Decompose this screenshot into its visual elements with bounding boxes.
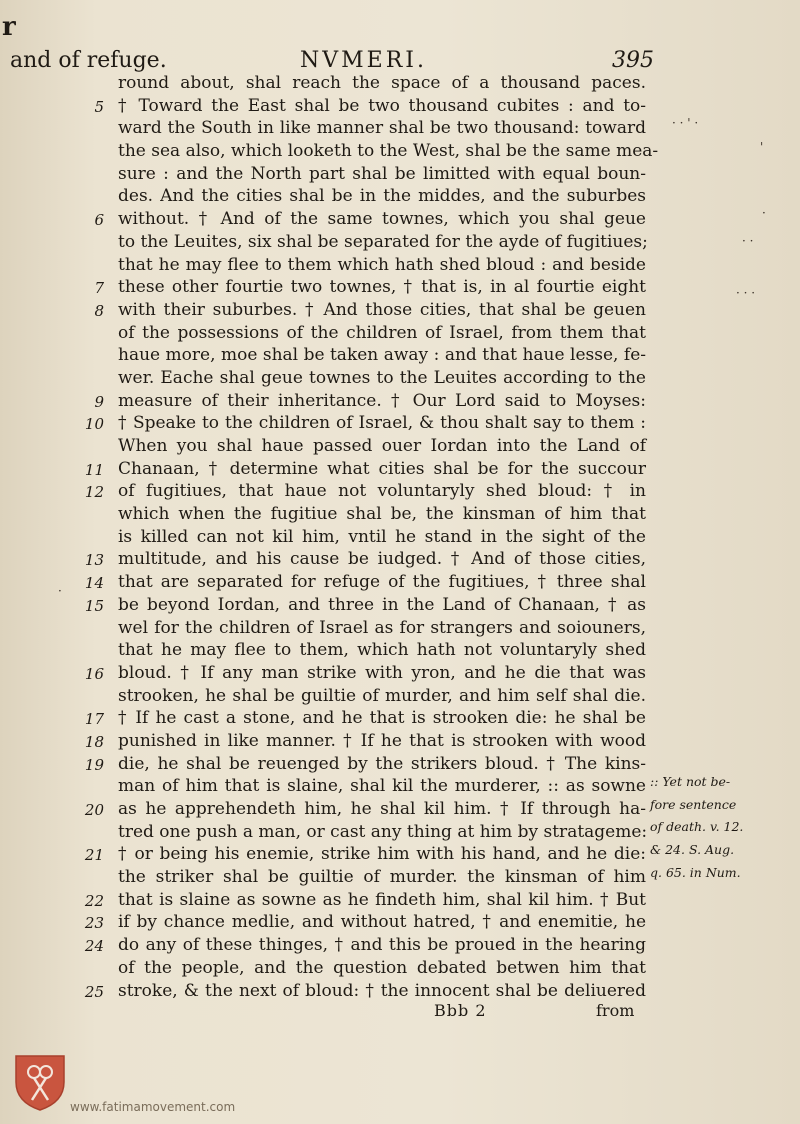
text-line [0,503,800,526]
line-text: punished in like manner. † If he that is strooken with wood [118,730,646,751]
verse-number: 10 [84,415,104,434]
verse-number: 21 [84,846,104,865]
margin-note-line: :: Yet not be- [650,774,731,789]
text-line [0,571,800,594]
margin-note-line: q. 65. in Num. [650,864,741,880]
line-text: these other fourtie two townes, † that is, in al fourtie eight [118,277,646,298]
text-line [0,95,800,118]
verse-number: 25 [84,982,104,1001]
shield-logo-icon [12,1052,68,1112]
verse-number: 7 [94,279,104,298]
line-text: the striker shal be guiltie of murder. the kinsman of him [118,867,646,888]
header-title: NVMERI. [300,48,427,73]
text-line [0,934,800,957]
verse-number: 23 [84,914,104,933]
line-text: without. † And of the same townes, which you shal geue [118,209,646,230]
margin-note-line: fore sentence [650,796,737,812]
text-line [0,208,800,231]
text-line [0,435,800,458]
line-text: if by chance medlie, and without hatred, † and enemitie, he [118,912,646,933]
verse-number: 24 [84,937,104,956]
line-text: that is slaine as sowne as he findeth him, shal kil him. † But [118,889,646,910]
verse-number: 5 [94,97,104,116]
bleed-mark: ' [760,140,764,154]
line-text: haue more, moe shal be taken away : and that haue lesse, fe- [118,345,646,366]
line-text: to the Leuites, six shal be separated for the ayde of fugitiues; [118,231,648,252]
edge-mark: r [2,12,16,42]
line-text: tred one push a man, or cast any thing at him by stratageme: [118,821,648,842]
text-line [0,344,800,367]
line-text: measure of their inheritance. † Our Lord said to Moyses: [118,390,646,411]
text-line [0,957,800,980]
margin-note [650,771,743,885]
verse-number: 14 [84,574,104,593]
line-text: that he may flee to them, which hath not voluntaryly shed [118,640,646,661]
line-text: sure : and the North part shal be limitted with equal boun- [118,163,646,184]
line-text: as he apprehendeth him, he shal kil him. † If through ha- [118,799,646,819]
text-line [0,390,800,413]
line-text: man of him that is slaine, shal kil the murderer, :: as sowne [118,776,646,797]
verse-number: 8 [94,301,104,320]
line-text: wel for the children of Israel as for strangers and soiouners, [118,617,646,638]
text-line [0,639,800,662]
text-line [0,412,800,435]
text-line [0,276,800,299]
signature-mark: Bbb 2 [434,1001,487,1020]
verse-number: 15 [84,596,104,615]
line-text: with their suburbes. † And those cities, that shal be geuen [118,299,646,320]
text-line [0,707,800,730]
line-text: that are separated for refuge of the fugitiues, † three shal [118,572,646,593]
bleed-mark: · [762,206,766,220]
verse-number: 9 [94,392,104,411]
text-line [0,617,800,640]
line-text: bloud. † If any man strike with yron, and he die that was [118,662,646,683]
text-line [0,911,800,934]
line-text: is killed can not kil him, vntil he stand in the sight of the [118,526,646,547]
text-line [0,140,800,163]
page-number: 395 [612,48,654,73]
text-line [0,685,800,708]
line-text: do any of these thinges, † and this be proued in the hearing [118,935,646,956]
line-text: which when the fugitiue shal be, the kinsman of him that [118,504,646,525]
text-line [0,889,800,912]
line-text: that he may flee to them which hath shed bloud : and beside [118,254,646,275]
verse-number: 6 [94,211,104,230]
verse-number: 12 [84,483,104,502]
text-line [0,322,800,345]
text-line [0,730,800,753]
text-line [0,367,800,390]
line-text: des. And the cities shal be in the middes, and the suburbes [118,186,646,207]
margin-note-line: & 24. S. Aug. [650,842,735,858]
catchword: from [596,1001,635,1020]
text-line [0,548,800,571]
bleed-mark: · · · [736,286,756,300]
margin-note-line: of death. v. 12. [650,819,744,835]
verse-number: 16 [84,664,104,683]
verse-number: 13 [84,551,104,570]
text-line [0,980,800,1003]
text-line [0,526,800,549]
verse-number: 17 [84,710,104,729]
line-text: of fugitiues, that haue not voluntaryly shed bloud: † in [118,481,646,502]
text-line [0,254,800,277]
verse-number: 20 [84,801,104,819]
line-text: strooken, he shal be guiltie of murder, and him self shal die. [118,685,646,706]
text-line [0,299,800,322]
line-text: of the people, and the question debated betwen him that [118,957,646,978]
text-line [0,231,800,254]
verse-number: 18 [84,732,104,751]
text-line [0,185,800,208]
bleed-mark: · · [742,234,754,248]
line-text: † If he cast a stone, and he that is strooken die: he shal be [118,708,646,729]
text-line [0,662,800,685]
bleed-mark: · · ' · [672,116,699,130]
line-text: multitude, and his cause be iudged. † And of those cities, [118,549,646,570]
line-text: round about, shal reach the space of a thousand paces. [118,73,646,93]
line-text: † Speake to the children of Israel, & thou shalt say to them : [118,413,646,434]
line-text: stroke, & the next of bloud: † the innocent shal be deliuered [118,980,646,1001]
bleed-mark: · [58,584,62,598]
text-line [0,72,800,95]
verse-number: 19 [84,755,104,774]
line-text: the sea also, which looketh to the West, shal be the same mea- [118,141,659,162]
line-text: Chanaan, † determine what cities shal be for the succour [118,458,646,479]
text-line [0,594,800,617]
text-line [0,163,800,186]
line-text: wer. Eache shal geue townes to the Leuites according to the [118,367,646,388]
header-left: and of refuge. [10,48,167,73]
line-text: † or being his enemie, strike him with his hand, and he die: [118,844,646,865]
verse-number: 22 [84,891,104,910]
text-line [0,458,800,481]
line-text: When you shal haue passed ouer Iordan into the Land of [118,436,646,456]
footer-url[interactable]: www.fatimamovement.com [70,1100,236,1114]
line-text: ward the South in like manner shal be two thousand: toward [118,118,646,139]
line-text: of the possessions of the children of Israel, from them that [118,322,646,343]
verse-number: 11 [84,460,104,479]
line-text: † Toward the East shal be two thousand cubites : and to- [118,95,646,116]
text-line [0,480,800,503]
line-text: be beyond Iordan, and three in the Land of Chanaan, † as [118,594,646,615]
line-text: die, he shal be reuenged by the strikers bloud. † The kins- [118,753,646,774]
